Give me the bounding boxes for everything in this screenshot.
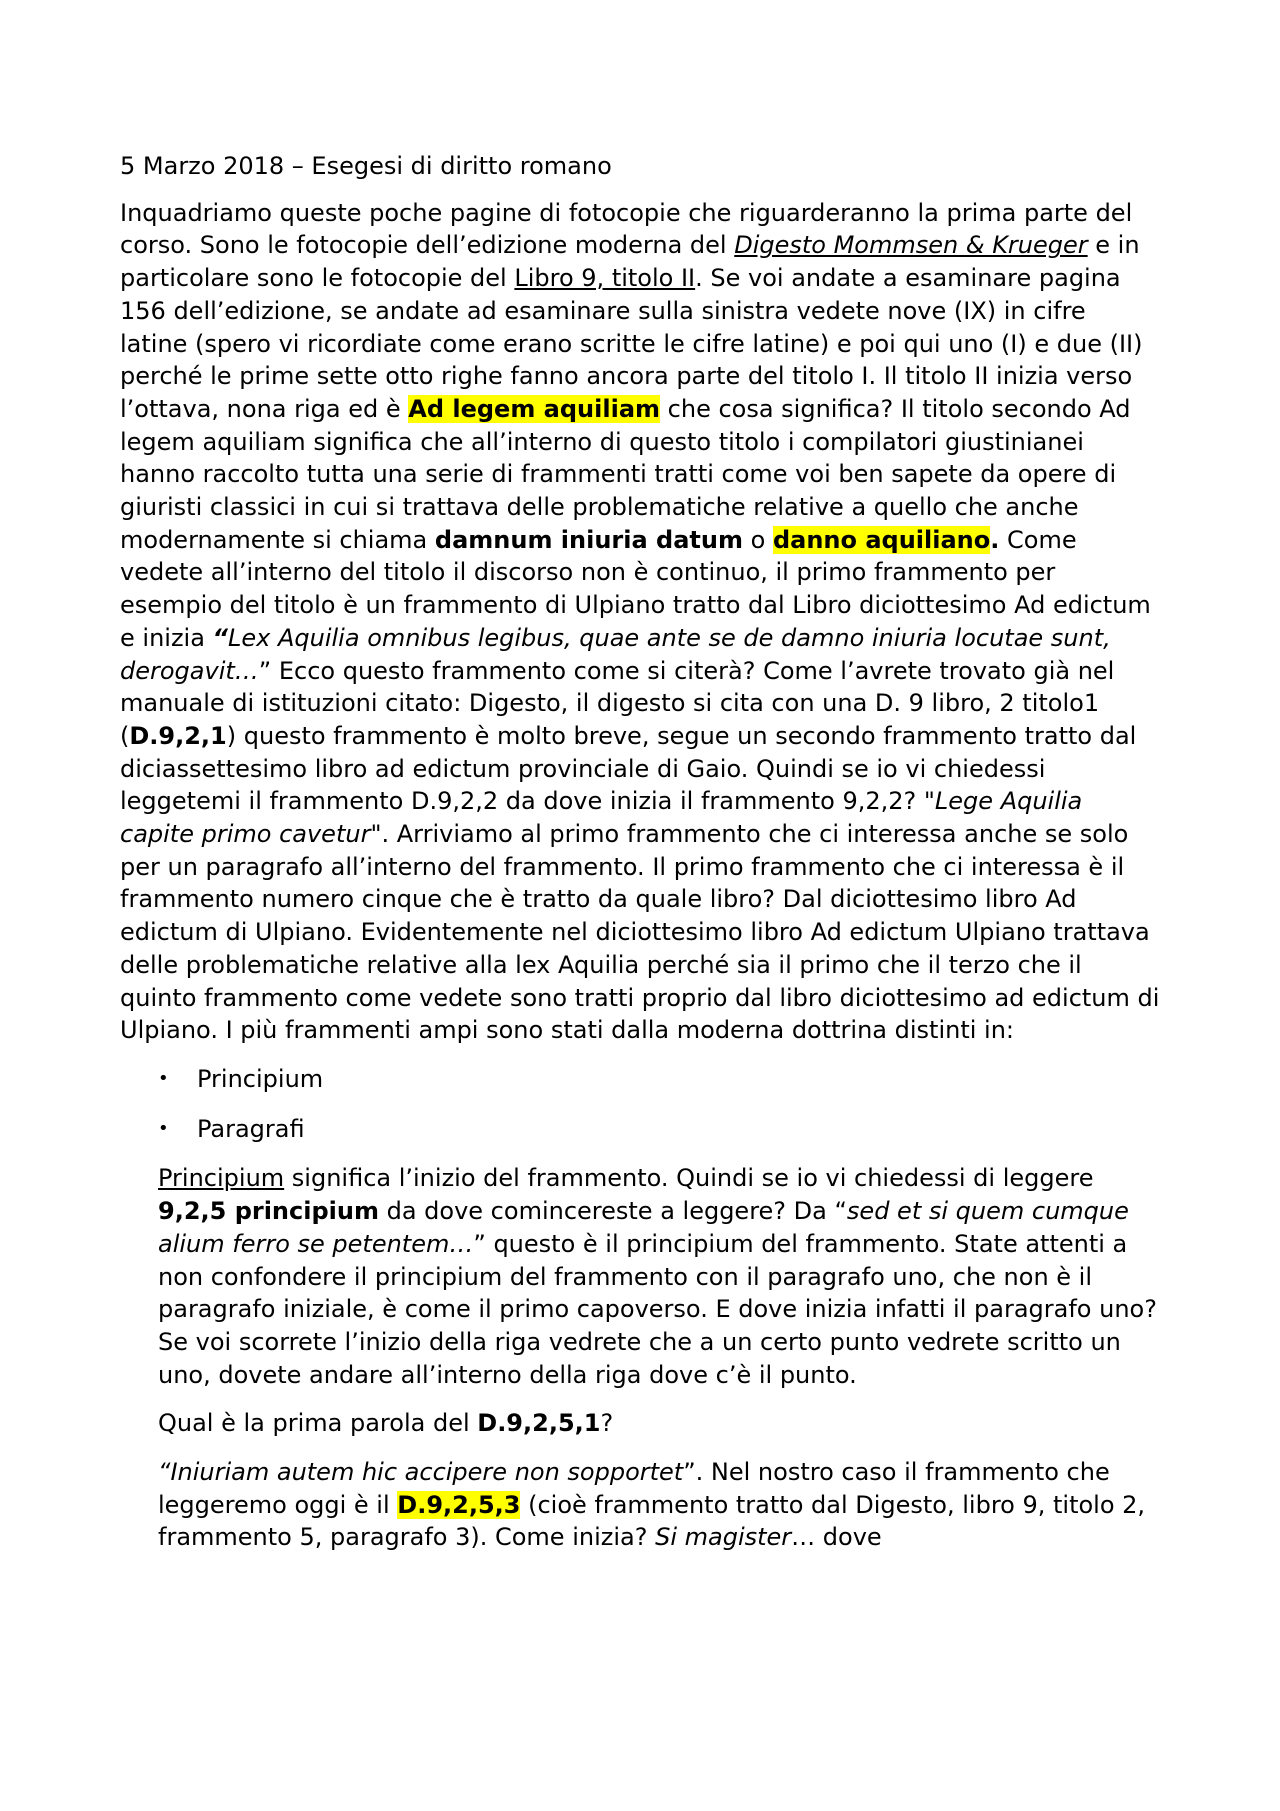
text-run: ". Arriviamo al primo frammento che ci interessa anche se solo per un paragrafo all’interno del frammento. Il primo frammento che ci interessa è il frammento numero cinque che è tratto da quale libro? Dal diciottesimo libro Ad edictum di Ulpiano. Evidentemente nel diciottesimo libro Ad edictum Ulpiano trattava delle problematiche relative alla lex Aquilia perché sia il primo che il terzo che il quinto frammento come vedete sono tratti proprio dal libro diciottesimo ad edictum di Ulpiano. I più frammenti ampi sono stati dalla moderna dottrina distinti in: (120, 820, 1160, 1045)
paragraph-intro (120, 197, 1160, 1047)
text-run: (cioè frammento tratto dal Digesto, libro 9, titolo 2, frammento 5, paragrafo 3). Come inizia? (158, 1490, 1146, 1552)
highlight-d9253: D.9,2,5,3 (397, 1490, 521, 1519)
quote-open: “ (158, 1458, 171, 1487)
quote-iniuriam: Iniuriam autem hic accipere non sopportet (170, 1458, 684, 1487)
list-item (158, 1113, 1160, 1146)
bullet-list (120, 1063, 1160, 1145)
text-run: o (743, 525, 773, 554)
bullet-icon: • (158, 1117, 169, 1139)
list-item (158, 1063, 1160, 1096)
indented-section (120, 1162, 1160, 1554)
text-run: ” Ecco questo frammento come si citerà? Come l’avrete trovato già nel manuale di istituzioni citato: Digesto, il digesto si cita con una D. 9 libro, 2 titolo1 ( (120, 656, 1115, 750)
quote-sed-et-si: sed et si quem cumque alium ferro se petentem… (158, 1197, 1129, 1258)
bold-principium-ref: 9,2,5 principium (158, 1197, 379, 1226)
text-run: ” questo è il principium del frammento. State attenti a non confondere il principium del frammento con il paragrafo uno, che non è il paragrafo iniziale, è come il primo capoverso. E dove inizia infatti il paragrafo uno? Se voi scorrete l’inizio della riga vedrete che a un certo punto vedrete scritto un uno, dovete andare all’interno della riga dove c’è il punto. (158, 1229, 1157, 1389)
paragraph-question (158, 1407, 1160, 1440)
quote-open: “ (212, 623, 229, 652)
list-item-label: Principium (197, 1064, 324, 1093)
bold-d9251: D.9,2,5,1 (477, 1409, 601, 1438)
text-run: da dove comincereste a leggere? Da “ (378, 1197, 847, 1226)
highlight-danno-aquiliano: danno aquiliano (772, 525, 991, 554)
quote-si-magister: Si magister (655, 1523, 792, 1552)
text-run: che cosa significa? Il titolo secondo Ad legem aquiliam significa che all’interno di questo titolo i compilatori giustinianei hanno raccolto tutta una serie di frammenti tratti come voi ben sapete da opere di giuristi classici in cui si trattava delle problematiche relative a quello che anche modernamente si chiama (120, 394, 1131, 554)
text-run: e in particolare sono le fotocopie del (120, 231, 1140, 293)
bullet-icon: • (158, 1067, 169, 1089)
text-run: ) questo frammento è molto breve, segue un secondo frammento tratto dal diciassettesimo libro ad edictum provinciale di Gaio. Quindi se io vi chiedessi leggetemi il frammento D.9,2,2 da dove inizia il frammento 9,2,2? " (120, 721, 1137, 816)
libro-reference: Libro 9, titolo II (514, 264, 696, 293)
text-run: ”. Nel nostro caso il frammento che leggeremo oggi è il (158, 1458, 1110, 1519)
bold-period: . (990, 525, 1000, 554)
text-run: significa l’inizio del frammento. Quindi se io vi chiedessi di leggere (284, 1164, 1094, 1193)
document-title: 5 Marzo 2018 – Esegesi di diritto romano (120, 152, 612, 180)
text-run: ? (600, 1409, 614, 1438)
text-run: Come vedete all’interno del titolo il discorso non è continuo, il primo frammento per esempio del titolo è un frammento di Ulpiano tratto dal Libro diciottesimo Ad edictum e inizia (120, 525, 1151, 652)
paragraph-iniuriam (158, 1456, 1160, 1554)
quote-lege-aquilia: Lege Aquilia capite primo cavetur (120, 787, 1083, 849)
quote-lex-aquilia: Lex Aquilia omnibus legibus, quae ante se de damno iniuria locutae sunt, derogavit… (120, 623, 1111, 685)
text-run: Qual è la prima parola del (158, 1409, 478, 1438)
bold-d921: D.9,2,1 (129, 721, 227, 750)
digesto-link-text: Digesto Mommsen & Krueger (734, 231, 1088, 260)
text-run: … dove (791, 1523, 882, 1552)
bold-damnum-iniuria-datum: damnum iniuria datum (434, 525, 743, 554)
principium-term: Principium (158, 1164, 285, 1193)
text-run: Inquadriamo queste poche pagine di fotocopie che riguarderanno la prima parte del corso. Sono le fotocopie dell’edizione moderna del (120, 198, 1133, 260)
list-item-label: Paragrafi (197, 1114, 305, 1143)
text-run: . Se voi andate a esaminare pagina 156 dell’edizione, se andate ad esaminare sulla sinistra vedete nove (IX) in cifre latine (spero vi ricordiate come erano scritte le cifre latine) e poi qui uno (I) e due (II) perché le prime sette otto righe fanno ancora parte del titolo I. Il titolo II inizia verso l’ottava, nona riga ed è (120, 264, 1143, 423)
highlight-ad-legem-aquiliam: Ad legem aquiliam (408, 394, 661, 423)
paragraph-principium (158, 1162, 1160, 1391)
